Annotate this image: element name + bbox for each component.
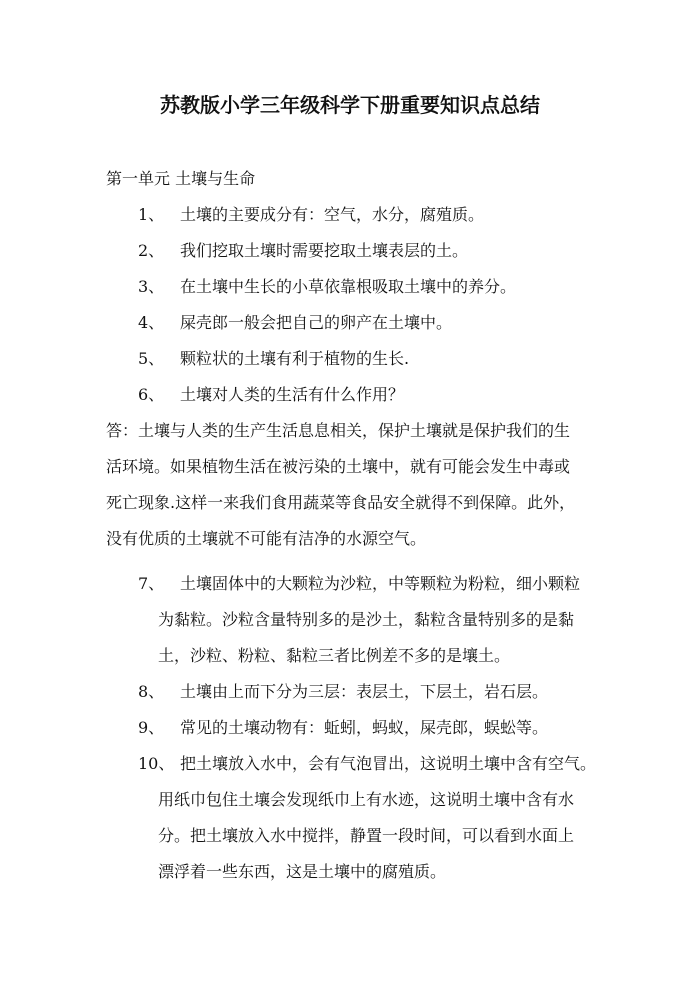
item-number: 9、 [138, 718, 165, 737]
item-number: 8、 [138, 682, 165, 701]
item-number: 10、 [138, 754, 175, 773]
answer-line: 死亡现象.这样一来我们食用蔬菜等食品安全就得不到保障。此外， [106, 493, 576, 512]
item-continuation-line: 土，沙粒、粉粒、黏粒三者比例差不多的是壤土。 [158, 646, 511, 665]
item-number: 4、 [138, 313, 165, 332]
item-number: 5、 [138, 349, 165, 368]
item-continuation-line: 漂浮着一些东西，这是土壤中的腐殖质。 [158, 862, 447, 881]
item-text: 屎壳郎一般会把自己的卵产在土壤中。 [180, 313, 453, 332]
item-number: 1、 [138, 205, 165, 224]
document-title: 苏教版小学三年级科学下册重要知识点总结 [160, 93, 540, 117]
unit-heading: 第一单元 土壤与生命 [106, 169, 256, 188]
item-text: 在土壤中生长的小草依靠根吸取土壤中的养分。 [180, 277, 517, 296]
answer-line: 答：土壤与人类的生产生活息息相关，保护土壤就是保护我们的生 [106, 421, 571, 440]
item-number: 3、 [138, 277, 165, 296]
item-number: 2、 [138, 241, 165, 260]
answer-line: 没有优质的土壤就不可能有洁净的水源空气。 [106, 529, 427, 548]
item-text: 土壤固体中的大颗粒为沙粒，中等颗粒为粉粒，细小颗粒 [180, 574, 581, 593]
item-text: 颗粒状的土壤有利于植物的生长. [180, 349, 410, 368]
item-text: 土壤的主要成分有：空气，水分，腐殖质。 [180, 205, 485, 224]
item-text: 我们挖取土壤时需要挖取土壤表层的土。 [180, 241, 469, 260]
item-text: 把土壤放入水中，会有气泡冒出，这说明土壤中含有空气。 [180, 754, 597, 773]
item-continuation-line: 为黏粒。沙粒含量特别多的是沙土，黏粒含量特别多的是黏 [158, 610, 575, 629]
item-text: 土壤对人类的生活有什么作用？ [180, 385, 405, 404]
item-continuation-line: 用纸巾包住土壤会发现纸巾上有水迹，这说明土壤中含有水 [158, 790, 575, 809]
item-number: 6、 [138, 385, 165, 404]
answer-paragraph [106, 417, 586, 561]
answer-line: 活环境。如果植物生活在被污染的土壤中，就有可能会发生中毒或 [106, 457, 571, 476]
item-number: 7、 [138, 574, 165, 593]
item-continuation-line: 分。把土壤放入水中搅拌，静置一段时间，可以看到水面上 [158, 826, 575, 845]
item-text: 常见的土壤动物有：蚯蚓，蚂蚁，屎壳郎，蜈蚣等。 [180, 718, 549, 737]
item-text: 土壤由上而下分为三层：表层土，下层土，岩石层。 [180, 682, 549, 701]
